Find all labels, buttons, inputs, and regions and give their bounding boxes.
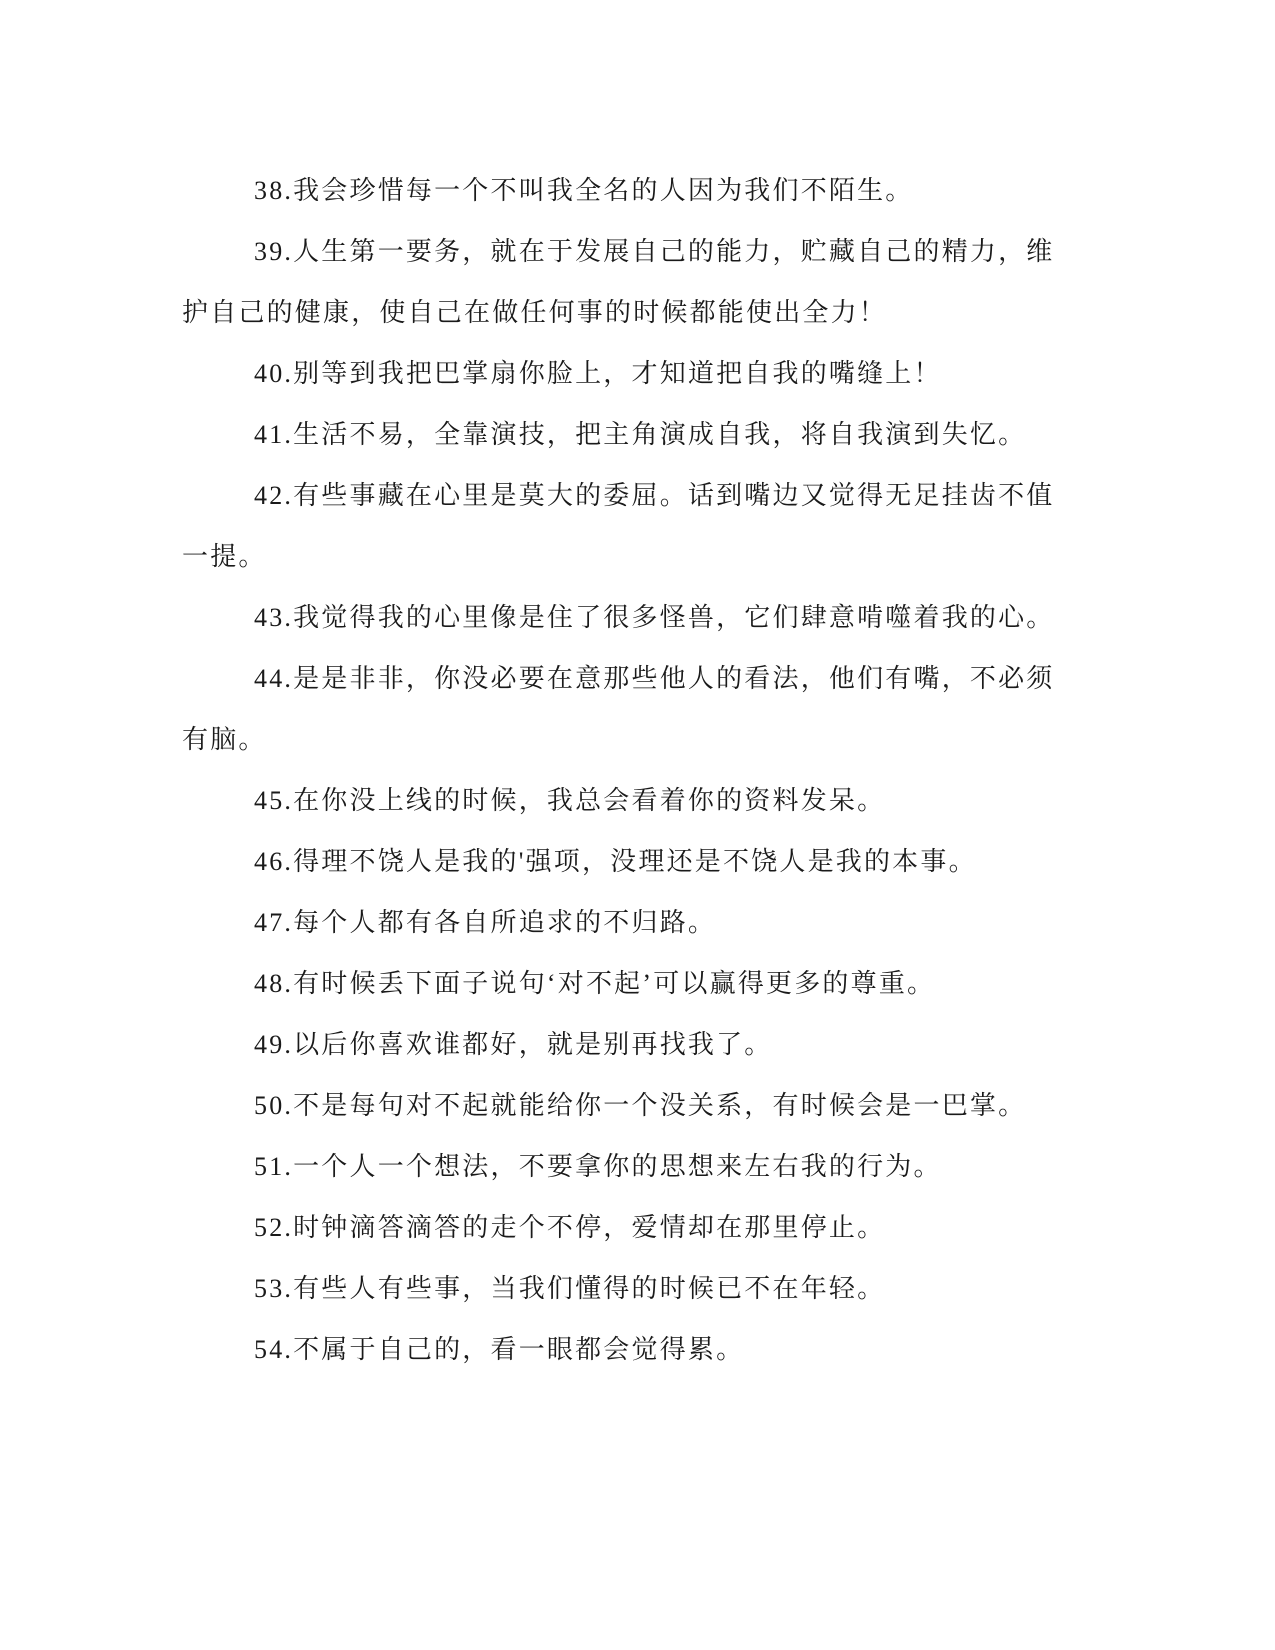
paragraph-50: 50.不是每句对不起就能给你一个没关系，有时候会是一巴掌。 [254, 1091, 1027, 1120]
paragraph-45: 45.在你没上线的时候，我总会看着你的资料发呆。 [254, 786, 886, 815]
paragraph-43: 43.我觉得我的心里像是住了很多怪兽，它们肆意啃噬着我的心。 [254, 603, 1055, 632]
paragraph-48: 48.有时候丢下面子说句‘对不起’可以赢得更多的尊重。 [254, 969, 936, 998]
paragraph-47: 47.每个人都有各自所追求的不归路。 [254, 908, 717, 937]
paragraph-46: 46.得理不饶人是我的'强项，没理还是不饶人是我的本事。 [254, 847, 977, 876]
paragraph-38: 38.我会珍惜每一个不叫我全名的人因为我们不陌生。 [254, 176, 914, 205]
paragraph-52: 52.时钟滴答滴答的走个不停，爱情却在那里停止。 [254, 1213, 886, 1242]
paragraph-39: 39.人生第一要务，就在于发展自己的能力，贮藏自己的精力，维护自己的健康，使自己在做任何事的时候都能使出全力！ [182, 237, 1055, 327]
document-body [182, 160, 1082, 1380]
paragraph-44: 44.是是非非，你没必要在意那些他人的看法，他们有嘴，不必须有脑。 [182, 664, 1055, 754]
paragraph-53: 53.有些人有些事，当我们懂得的时候已不在年轻。 [254, 1274, 886, 1303]
paragraph-40: 40.别等到我把巴掌扇你脸上，才知道把自我的嘴缝上！ [254, 359, 942, 388]
paragraph-54: 54.不属于自己的，看一眼都会觉得累。 [254, 1335, 745, 1364]
paragraph-51: 51.一个人一个想法，不要拿你的思想来左右我的行为。 [254, 1152, 942, 1181]
paragraph-41: 41.生活不易，全靠演技，把主角演成自我，将自我演到失忆。 [254, 420, 1027, 449]
paragraph-42: 42.有些事藏在心里是莫大的委屈。话到嘴边又觉得无足挂齿不值一提。 [182, 481, 1055, 571]
paragraph-49: 49.以后你喜欢谁都好，就是别再找我了。 [254, 1030, 773, 1059]
